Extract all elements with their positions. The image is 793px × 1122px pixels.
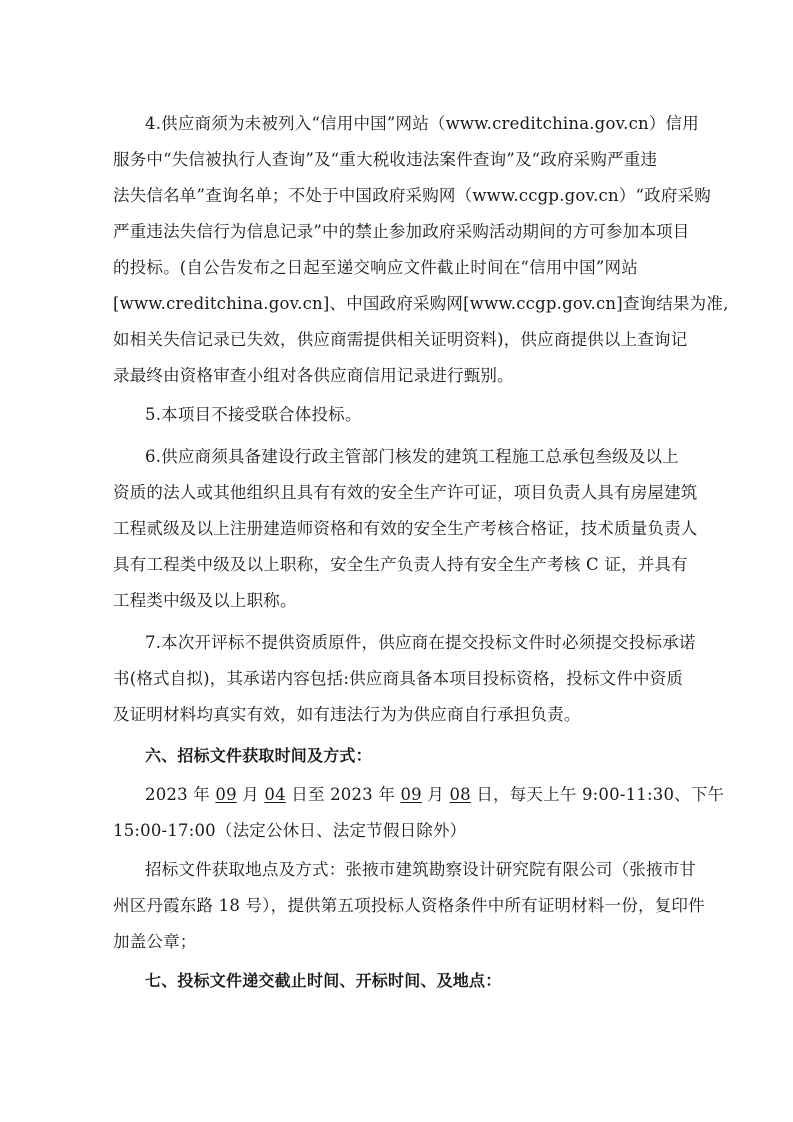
para6-line-4: 具有工程类中级及以上职称，安全生产负责人持有安全生产考核 C 证，并具有 — [113, 555, 688, 574]
para7-line-3: 及证明材料均真实有效，如有违法行为为供应商自行承担负责。 — [113, 705, 581, 724]
location-line-2: 州区丹霞东路 18 号），提供第五项投标人资格条件中所有证明材料一份，复印件 — [113, 896, 705, 915]
time-text-4: 月 — [421, 785, 450, 804]
para4-line-2: 服务中“失信被执行人查询”及“重大税收违法案件查询”及“政府采购严重违 — [113, 150, 658, 169]
start-month: 09 — [215, 785, 237, 804]
time-text-5: 日，每天上午 9:00-11:30、下午 — [470, 785, 725, 804]
para4-line-3: 法失信名单”查询名单；不处于中国政府采购网（www.ccgp.gov.cn）“政府采购 — [113, 186, 711, 205]
time-text-2: 月 — [236, 785, 265, 804]
para6-line-1: 6.供应商须具备建设行政主管部门核发的建筑工程施工总承包叁级及以上 — [145, 447, 679, 466]
location-line-3: 加盖公章； — [113, 932, 197, 951]
para4-line-1: 4.供应商须为未被列入“信用中国”网站（www.creditchina.gov.cn）信用 — [145, 114, 699, 133]
end-month: 09 — [400, 785, 422, 804]
acquisition-time-line-2: 15:00-17:00（法定公休日、法定节假日除外） — [113, 821, 467, 840]
para6-line-3: 工程贰级及以上注册建造师资格和有效的安全生产考核合格证，技术质量负责人 — [113, 519, 698, 538]
para7-line-1: 7.本次开评标不提供资质原件，供应商在提交投标文件时必须提交投标承诺 — [145, 633, 696, 652]
acquisition-time-line — [145, 784, 725, 806]
para4-line-6: [www.creditchina.gov.cn]、中国政府采购网[www.ccgp.gov.cn]查询结果为准, — [113, 294, 729, 313]
start-day: 04 — [264, 785, 286, 804]
end-day: 08 — [449, 785, 471, 804]
para4-line-4: 严重违法失信行为信息记录”中的禁止参加政府采购活动期间的方可参加本项目 — [113, 222, 690, 241]
para7-line-2: 书(格式自拟)，其承诺内容包括:供应商具备本项目投标资格，投标文件中资质 — [113, 669, 684, 688]
para5-line-1: 5.本项目不接受联合体投标。 — [145, 405, 362, 424]
para4-line-7: 如相关失信记录已失效，供应商需提供相关证明资料)，供应商提供以上查询记 — [113, 330, 688, 349]
section-heading-6: 六、招标文件获取时间及方式： — [145, 746, 372, 765]
para6-line-5: 工程类中级及以上职称。 — [113, 591, 297, 610]
location-line-1: 招标文件获取地点及方式：张掖市建筑勘察设计研究院有限公司（张掖市甘 — [145, 860, 697, 879]
para6-line-2: 资质的法人或其他组织且具有有效的安全生产许可证，项目负责人具有房屋建筑 — [113, 483, 698, 502]
time-text-3: 日至 2023 年 — [285, 785, 401, 804]
para4-line-8: 录最终由资格审查小组对各供应商信用记录进行甄别。 — [113, 366, 514, 385]
para4-line-5: 的投标。(自公告发布之日起至递交响应文件截止时间在“信用中国”网站 — [113, 258, 638, 277]
time-text-1: 2023 年 — [145, 785, 216, 804]
section-heading-7: 七、投标文件递交截止时间、开标时间、及地点： — [145, 971, 502, 990]
